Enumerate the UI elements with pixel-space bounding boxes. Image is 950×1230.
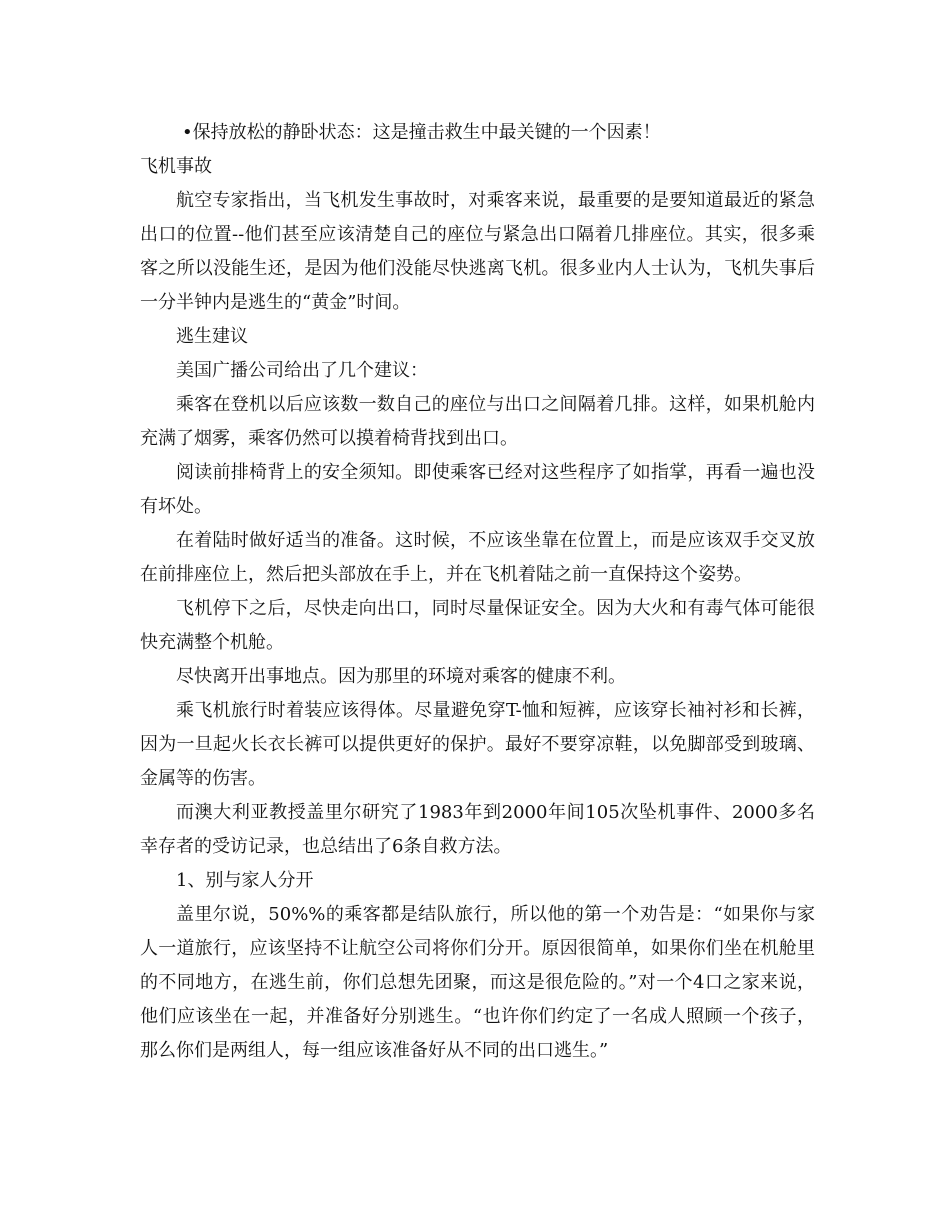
family-paragraph: 盖里尔说，50%%的乘客都是结队旅行，所以他的第一个劝告是：“如果你与家人一道旅行，应该坚持不让航空公司将你们分开。原因很简单，如果你们坐在机舱里的不同地方，在逃生前，你们总想先团聚，而这是很危险的。”对一个4口之家来说，他们应该坐在一起，并准备好分别逃生。“也许你们约定了一名成人照顾一个孩子，那么你们是两组人，每一组应该准备好从不同的出口逃生。”	[140, 904, 815, 1061]
section-heading-advice: 逃生建议	[176, 326, 248, 347]
subheading-family: 1、别与家人分开	[176, 870, 314, 891]
count-rows-paragraph: 乘客在登机以后应该数一数自己的座位与出口之间隔着几排。这样，如果机舱内充满了烟雾，乘客仍然可以摸着椅背找到出口。	[140, 394, 815, 449]
clothing-paragraph: 乘飞机旅行时着装应该得体。尽量避免穿T-恤和短裤，应该穿长袖衬衫和长裤，因为一旦起火长衣长裤可以提供更好的保护。最好不要穿凉鞋，以免脚部受到玻璃、金属等的伤害。	[140, 700, 815, 789]
document-body	[140, 116, 815, 1068]
section-heading-accident: 飞机事故	[140, 156, 212, 177]
bullet-relax-paragraph: •保持放松的静卧状态：这是撞击救生中最关键的一个因素！	[182, 122, 661, 143]
safety-card-paragraph: 阅读前排椅背上的安全须知。即使乘客已经对这些程序了如指掌，再看一遍也没有坏处。	[140, 462, 815, 517]
australia-paragraph: 而澳大利亚教授盖里尔研究了1983年到2000年间105次坠机事件、2000多名幸存者的受访记录，也总结出了6条自救方法。	[140, 802, 815, 857]
exit-paragraph: 飞机停下之后，尽快走向出口，同时尽量保证安全。因为大火和有毒气体可能很快充满整个机舱。	[140, 598, 815, 653]
brace-paragraph: 在着陆时做好适当的准备。这时候，不应该坐靠在位置上，而是应该双手交叉放在前排座位上，然后把头部放在手上，并在飞机着陆之前一直保持这个姿势。	[140, 530, 815, 585]
expert-paragraph: 航空专家指出，当飞机发生事故时，对乘客来说，最重要的是要知道最近的紧急出口的位置--他们甚至应该清楚自己的座位与紧急出口隔着几排座位。其实，很多乘客之所以没能生还，是因为他们没能尽快逃离飞机。很多业内人士认为，飞机失事后一分半钟内是逃生的“黄金”时间。	[140, 190, 815, 313]
abc-intro-paragraph: 美国广播公司给出了几个建议：	[176, 360, 428, 381]
leave-paragraph: 尽快离开出事地点。因为那里的环境对乘客的健康不利。	[176, 666, 626, 687]
